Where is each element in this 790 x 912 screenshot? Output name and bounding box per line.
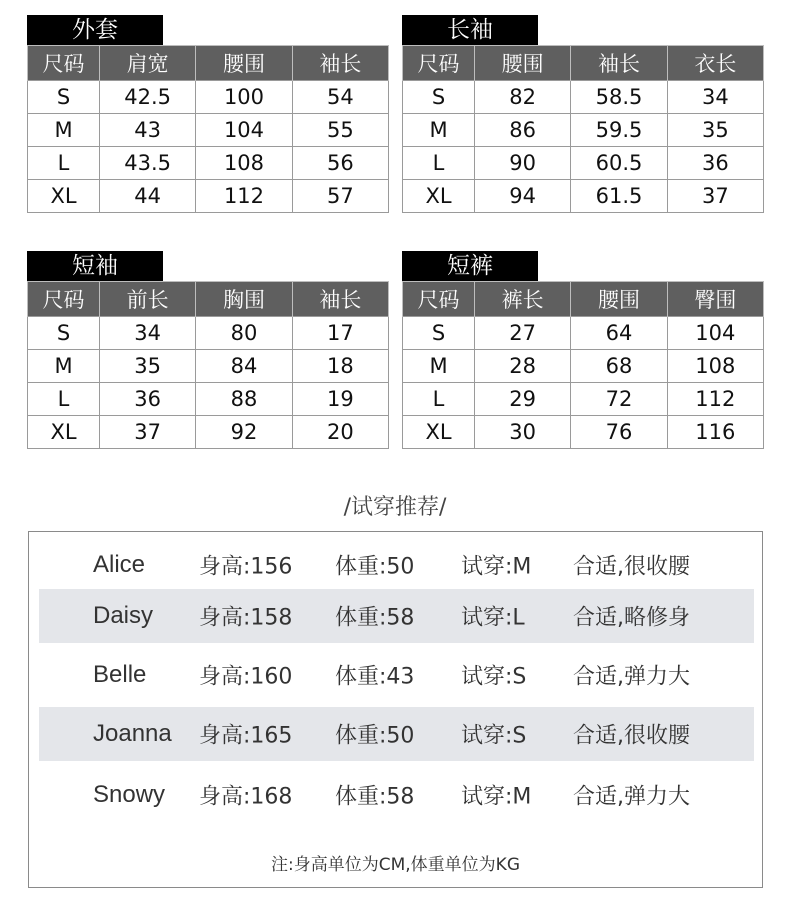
table-cell: 28 bbox=[475, 350, 571, 383]
model-name: Snowy bbox=[93, 781, 166, 808]
size-table bbox=[27, 45, 389, 213]
header-row bbox=[403, 282, 764, 317]
table-cell: 64 bbox=[571, 317, 667, 350]
table-cell: M bbox=[403, 350, 475, 383]
table-cell: 56 bbox=[292, 147, 388, 180]
column-header: 袖长 bbox=[571, 46, 667, 81]
table-cell: 19 bbox=[292, 383, 388, 416]
table-cell: S bbox=[28, 317, 100, 350]
table-cell: S bbox=[403, 81, 475, 114]
column-header: 尺码 bbox=[28, 282, 100, 317]
table-cell: 35 bbox=[100, 350, 196, 383]
table-cell: S bbox=[28, 81, 100, 114]
column-header: 腰围 bbox=[571, 282, 667, 317]
table-cell: 104 bbox=[667, 317, 763, 350]
table-cell: 17 bbox=[292, 317, 388, 350]
table-row bbox=[403, 180, 764, 213]
column-header: 尺码 bbox=[403, 282, 475, 317]
table-cell: 90 bbox=[475, 147, 571, 180]
table-row bbox=[28, 350, 389, 383]
unit-note: 注:身高单位为CM,体重单位为KG bbox=[271, 855, 520, 875]
table-cell: 80 bbox=[196, 317, 292, 350]
table-cell: 59.5 bbox=[571, 114, 667, 147]
fit-comment: 合适,很收腰 bbox=[573, 723, 690, 749]
table-row bbox=[28, 383, 389, 416]
table-cell: 88 bbox=[196, 383, 292, 416]
table-cell: 100 bbox=[196, 81, 292, 114]
table-cell: 112 bbox=[196, 180, 292, 213]
table-cell: 104 bbox=[196, 114, 292, 147]
table-title: 外套 bbox=[27, 15, 163, 45]
table-cell: 54 bbox=[292, 81, 388, 114]
tried-size: 试穿:M bbox=[461, 554, 532, 580]
tried-size: 试穿:L bbox=[461, 605, 525, 631]
fit-comment: 合适,很收腰 bbox=[573, 554, 690, 580]
table-cell: 108 bbox=[196, 147, 292, 180]
recommend-panel bbox=[28, 531, 763, 888]
table-cell: XL bbox=[403, 416, 475, 449]
size-table bbox=[402, 45, 764, 213]
table-cell: L bbox=[403, 147, 475, 180]
table-cell: 20 bbox=[292, 416, 388, 449]
table-cell: 34 bbox=[100, 317, 196, 350]
column-header: 袖长 bbox=[292, 282, 388, 317]
column-header: 腰围 bbox=[196, 46, 292, 81]
header-row bbox=[403, 46, 764, 81]
table-cell: 44 bbox=[100, 180, 196, 213]
list-item bbox=[39, 768, 754, 822]
table-cell: M bbox=[403, 114, 475, 147]
table-cell: 60.5 bbox=[571, 147, 667, 180]
model-weight: 体重:50 bbox=[335, 723, 415, 749]
table-cell: 94 bbox=[475, 180, 571, 213]
tried-size: 试穿:S bbox=[461, 664, 527, 690]
table-title: 短袖 bbox=[27, 251, 163, 281]
table-cell: XL bbox=[28, 180, 100, 213]
table-cell: 36 bbox=[100, 383, 196, 416]
table-cell: 72 bbox=[571, 383, 667, 416]
table-cell: 37 bbox=[100, 416, 196, 449]
tried-size: 试穿:M bbox=[461, 784, 532, 810]
table-cell: 43 bbox=[100, 114, 196, 147]
size-table bbox=[402, 281, 764, 449]
column-header: 臀围 bbox=[667, 282, 763, 317]
table-cell: 82 bbox=[475, 81, 571, 114]
fit-comment: 合适,略修身 bbox=[573, 605, 690, 631]
table-cell: M bbox=[28, 350, 100, 383]
table-title: 短裤 bbox=[402, 251, 538, 281]
column-header: 衣长 bbox=[667, 46, 763, 81]
table-cell: 42.5 bbox=[100, 81, 196, 114]
table-row bbox=[403, 350, 764, 383]
table-row bbox=[403, 383, 764, 416]
model-name: Alice bbox=[93, 551, 146, 578]
model-name: Daisy bbox=[93, 602, 154, 629]
model-weight: 体重:58 bbox=[335, 784, 415, 810]
model-height: 身高:160 bbox=[199, 664, 293, 690]
model-weight: 体重:58 bbox=[335, 605, 415, 631]
header-row bbox=[28, 282, 389, 317]
table-cell: L bbox=[28, 147, 100, 180]
table-row bbox=[403, 81, 764, 114]
table-cell: 43.5 bbox=[100, 147, 196, 180]
table-row bbox=[28, 147, 389, 180]
table-row bbox=[28, 317, 389, 350]
recommend-title: /试穿推荐/ bbox=[343, 495, 447, 520]
table-cell: 29 bbox=[475, 383, 571, 416]
tried-size: 试穿:S bbox=[461, 723, 527, 749]
column-header: 腰围 bbox=[475, 46, 571, 81]
table-row bbox=[403, 416, 764, 449]
table-cell: 30 bbox=[475, 416, 571, 449]
table-cell: 55 bbox=[292, 114, 388, 147]
table-cell: 76 bbox=[571, 416, 667, 449]
column-header: 肩宽 bbox=[100, 46, 196, 81]
column-header: 裤长 bbox=[475, 282, 571, 317]
table-row bbox=[28, 180, 389, 213]
table-row bbox=[403, 147, 764, 180]
list-item bbox=[39, 707, 754, 761]
table-cell: 112 bbox=[667, 383, 763, 416]
table-cell: M bbox=[28, 114, 100, 147]
header-row bbox=[28, 46, 389, 81]
table-cell: 61.5 bbox=[571, 180, 667, 213]
table-row bbox=[28, 416, 389, 449]
size-table bbox=[27, 281, 389, 449]
table-cell: 37 bbox=[667, 180, 763, 213]
column-header: 胸围 bbox=[196, 282, 292, 317]
table-title: 长袖 bbox=[402, 15, 538, 45]
table-cell: 18 bbox=[292, 350, 388, 383]
table-row bbox=[28, 114, 389, 147]
table-row bbox=[28, 81, 389, 114]
table-cell: 92 bbox=[196, 416, 292, 449]
model-height: 身高:168 bbox=[199, 784, 293, 810]
table-cell: 27 bbox=[475, 317, 571, 350]
table-cell: L bbox=[403, 383, 475, 416]
table-cell: 116 bbox=[667, 416, 763, 449]
model-name: Belle bbox=[93, 661, 147, 688]
table-cell: 68 bbox=[571, 350, 667, 383]
column-header: 前长 bbox=[100, 282, 196, 317]
table-cell: L bbox=[28, 383, 100, 416]
table-cell: 84 bbox=[196, 350, 292, 383]
table-cell: 58.5 bbox=[571, 81, 667, 114]
model-height: 身高:156 bbox=[199, 554, 293, 580]
table-cell: 36 bbox=[667, 147, 763, 180]
model-height: 身高:165 bbox=[199, 723, 293, 749]
table-cell: 34 bbox=[667, 81, 763, 114]
model-name: Joanna bbox=[93, 720, 172, 747]
table-row bbox=[403, 114, 764, 147]
column-header: 尺码 bbox=[403, 46, 475, 81]
column-header: 尺码 bbox=[28, 46, 100, 81]
model-height: 身高:158 bbox=[199, 605, 293, 631]
column-header: 袖长 bbox=[292, 46, 388, 81]
table-cell: 108 bbox=[667, 350, 763, 383]
table-cell: 35 bbox=[667, 114, 763, 147]
table-row bbox=[403, 317, 764, 350]
table-cell: 57 bbox=[292, 180, 388, 213]
fit-comment: 合适,弹力大 bbox=[573, 664, 690, 690]
list-item bbox=[39, 648, 754, 702]
table-cell: XL bbox=[28, 416, 100, 449]
list-item bbox=[39, 589, 754, 643]
model-weight: 体重:43 bbox=[335, 664, 415, 690]
model-weight: 体重:50 bbox=[335, 554, 415, 580]
list-item bbox=[39, 538, 754, 592]
table-cell: XL bbox=[403, 180, 475, 213]
table-cell: 86 bbox=[475, 114, 571, 147]
fit-comment: 合适,弹力大 bbox=[573, 784, 690, 810]
table-cell: S bbox=[403, 317, 475, 350]
